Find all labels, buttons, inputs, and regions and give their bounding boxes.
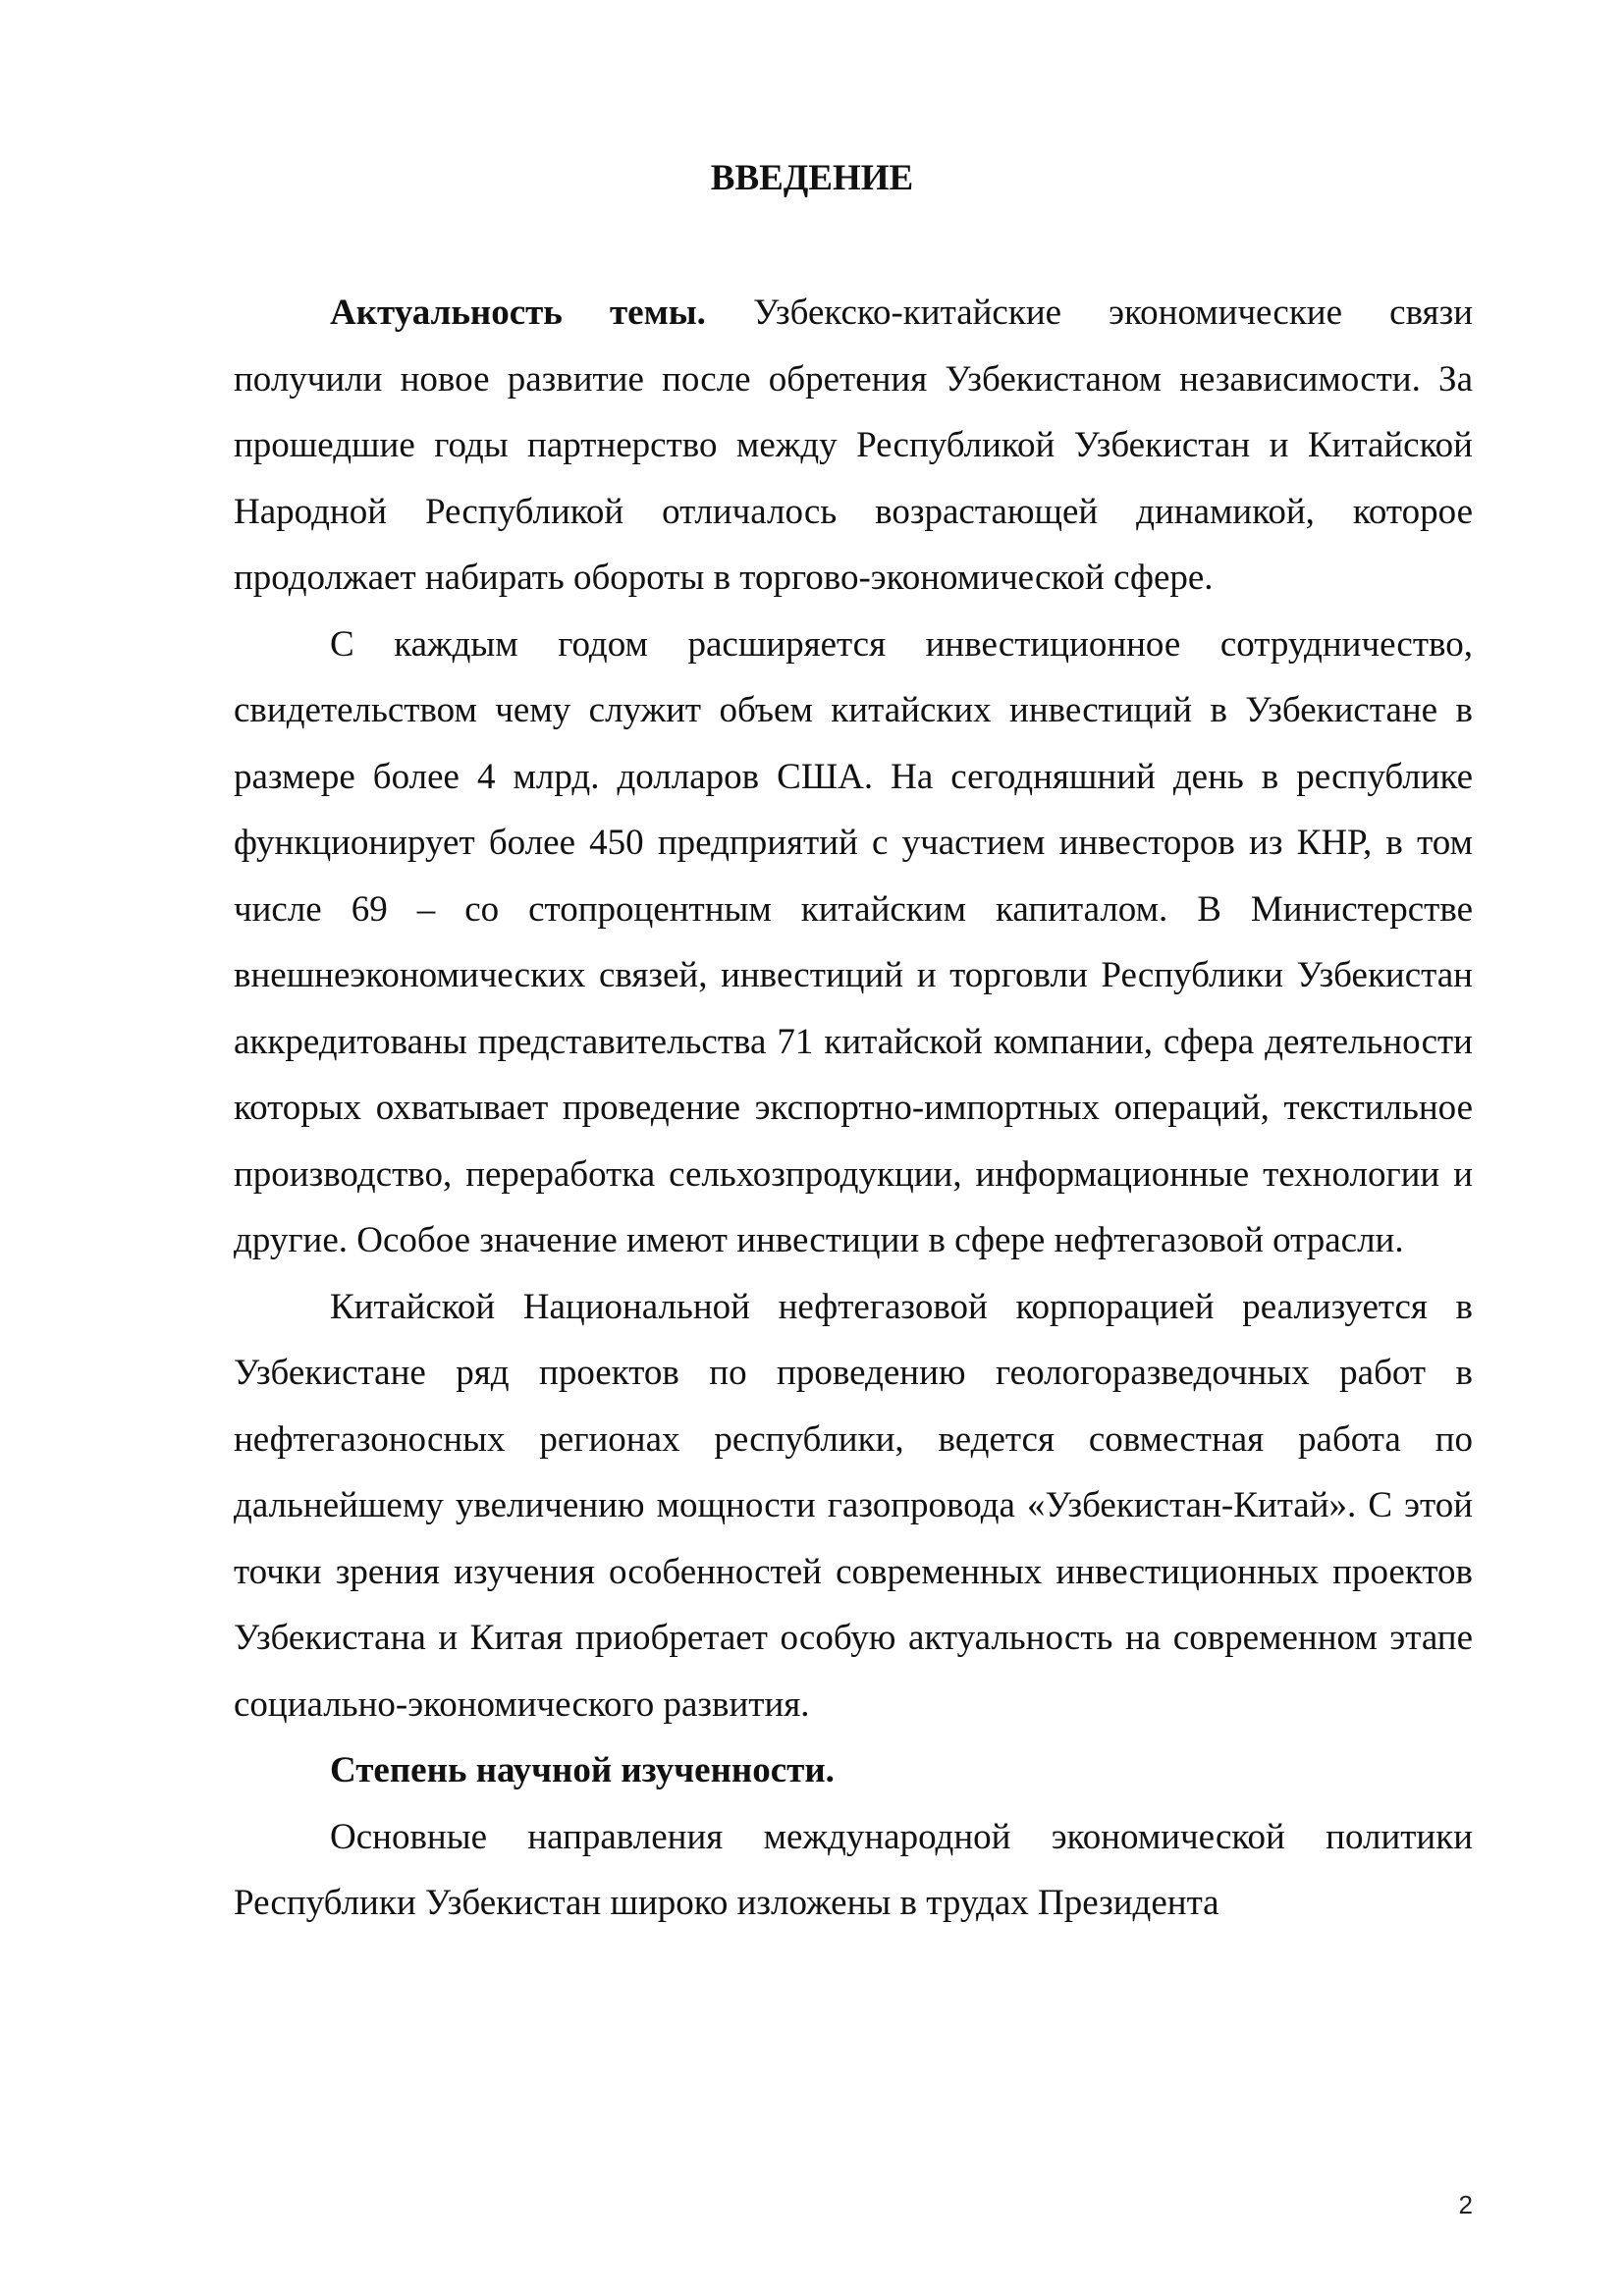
body-text [234,280,1473,1937]
page-number: 2 [1458,2190,1473,2219]
section-heading: Степень научной изученности. [330,1750,835,1790]
paragraph-oil-gas: Китайской Национальной нефтегазовой корпорацией реализуется в Узбекистане ряд проектов по проведению геологоразведочных работ в нефтегазоносных регионах республики, ведется совместная работа по дальнейшему увеличению мощности газопровода «Узбекистан-Китай». С этой точки зрения изучения особенностей современных инвестиционных проектов Узбекистана и Китая приобретает особую актуальность на современном этапе социально-экономического развития. [234,1286,1473,1725]
paragraph-investment: С каждым годом расширяется инвестиционное сотрудничество, свидетельством чему служит объем китайских инвестиций в Узбекистане в размере более 4 млрд. долларов США. На сегодняшний день в республике функционирует более 450 предприятий с участием инвесторов из КНР, в том числе 69 – со стопроцентным китайским капиталом. В Министерстве внешнеэкономических связей, инвестиций и торговли Республики Узбекистан аккредитованы представительства 71 китайской компании, сфера деятельности которых охватывает проведение экспортно-импортных операций, текстильное производство, переработка сельхозпродукции, информационные технологии и другие. Особое значение имеют инвестиции в сфере нефтегазовой отрасли. [234,623,1473,1260]
paragraph-relevance [234,280,1473,612]
page-title: ВВЕДЕНИЕ [710,158,914,198]
paragraph-policy: Основные направления международной экономической политики Республики Узбекистан широко изложены в трудах Президента [234,1816,1473,1923]
paragraph-text: Узбекско-китайские экономические связи получили новое развитие после обретения Узбекистаном независимости. За прошедшие годы партнерство между Республикой Узбекистан и Китайской Народной Республикой отличалось возрастающей динамикой, которое продолжает набирать обороты в торгово-экономической сфере. [234,293,1473,598]
paragraph-lead: Актуальность темы. [330,293,706,333]
